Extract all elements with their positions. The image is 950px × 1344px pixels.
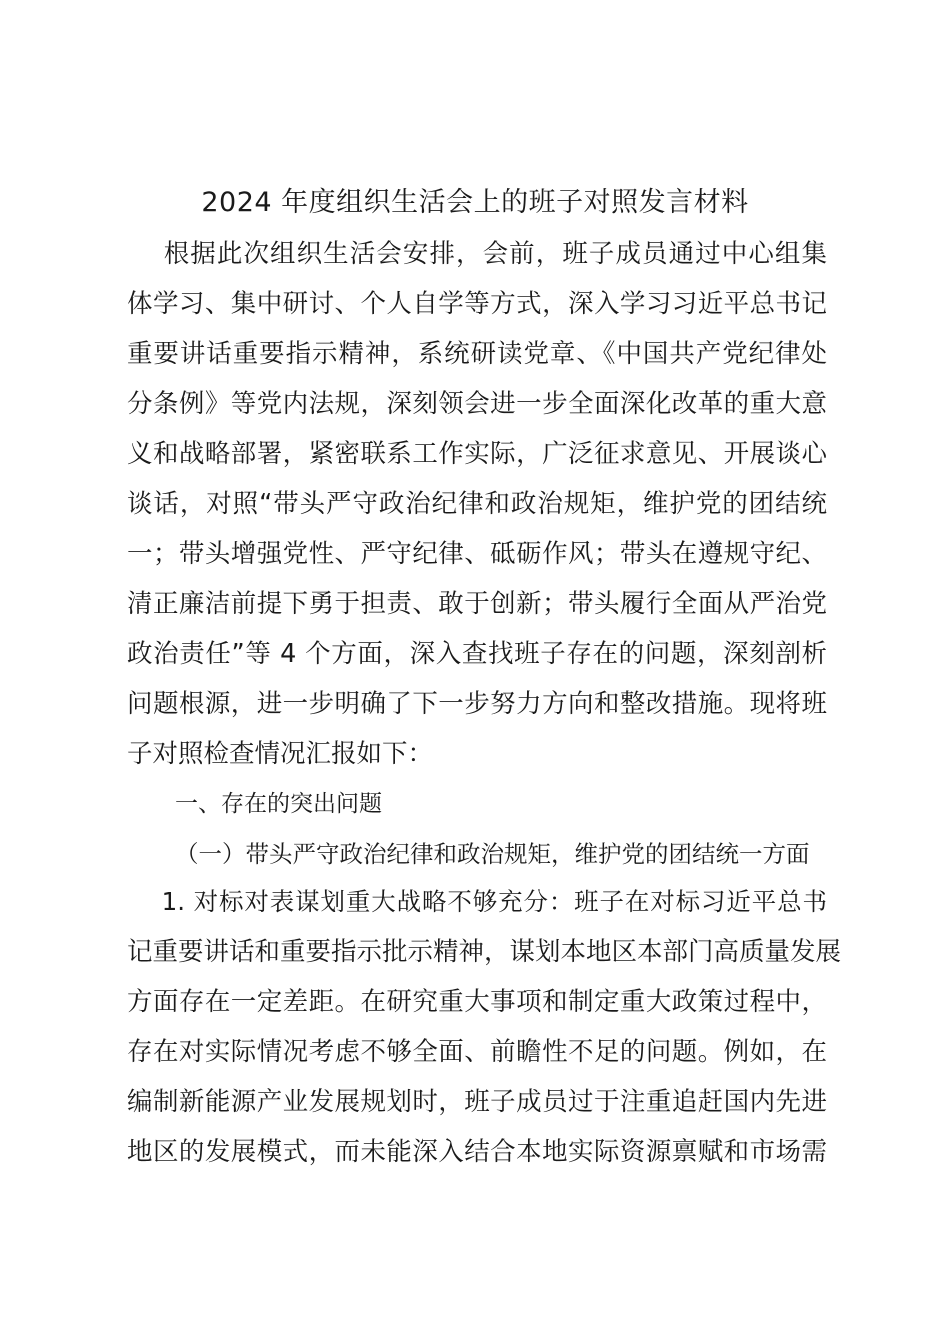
item-line: 编制新能源产业发展规划时，班子成员过于注重追赶国内先进 [127,1087,827,1117]
intro-line: 子对照检查情况汇报如下： [127,739,434,769]
item-line: 地区的发展模式，而未能深入结合本地实际资源禀赋和市场需 [127,1137,827,1167]
section-heading: 一、存在的突出问题 [175,791,382,817]
intro-line: 重要讲话重要指示精神，系统研读党章、《中国共产党纪律处 [127,339,827,369]
item-line: 方面存在一定差距。在研究重大事项和制定重大政策过程中， [127,987,827,1017]
item-line: 记重要讲话和重要指示批示精神，谋划本地区本部门高质量发展 [127,937,842,967]
document-title: 2024 年度组织生活会上的班子对照发言材料 [201,187,749,218]
intro-line: 清正廉洁前提下勇于担责、敢于创新；带头履行全面从严治党 [127,589,827,619]
intro-line: 根据此次组织生活会安排，会前，班子成员通过中心组集 [127,239,827,269]
item-line: 存在对实际情况考虑不够全面、前瞻性不足的问题。例如，在 [127,1037,827,1067]
intro-line: 分条例》等党内法规，深刻领会进一步全面深化改革的重大意 [127,389,827,419]
intro-line: 政治责任”等 4 个方面，深入查找班子存在的问题，深刻剖析 [127,639,827,669]
intro-line: 问题根源，进一步明确了下一步努力方向和整改措施。现将班 [127,689,827,719]
intro-line: 谈话，对照“带头严守政治纪律和政治规矩，维护党的团结统 [127,489,827,519]
intro-line: 义和战略部署，紧密联系工作实际，广泛征求意见、开展谈心 [127,439,827,469]
intro-line: 体学习、集中研讨、个人自学等方式，深入学习习近平总书记 [127,289,827,319]
subsection-heading: （一）带头严守政治纪律和政治规矩，维护党的团结统一方面 [175,840,810,868]
intro-line: 一；带头增强党性、严守纪律、砥砺作风；带头在遵规守纪、 [127,539,827,569]
item-line: 1. 对标对表谋划重大战略不够充分：班子在对标习近平总书 [127,887,827,916]
